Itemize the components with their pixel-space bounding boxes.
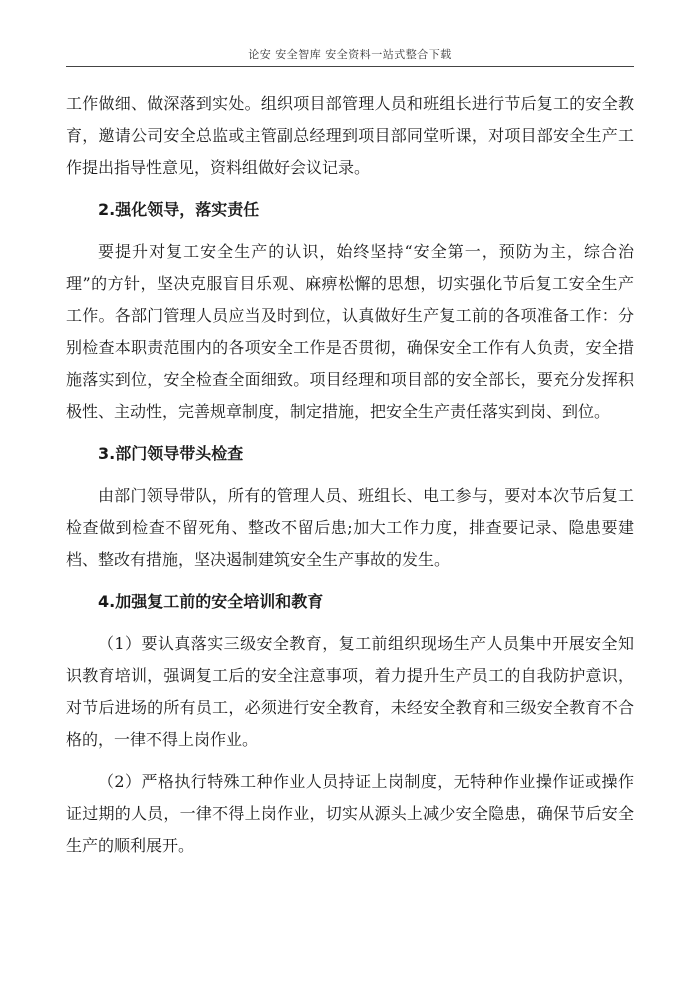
- paragraph-section-3: 由部门领导带队，所有的管理人员、班组长、电工参与，要对本次节后复工检查做到检查不留死角、整改不留后患;加大工作力度，排查要记录、隐患要建档、整改有措施，坚决遏制建筑安全生产事故的发生。: [66, 486, 634, 569]
- section-heading-3: 3.部门领导带头检查: [98, 444, 244, 463]
- paragraph-section-4-item-2: （2）严格执行特殊工种作业人员持证上岗制度，无特种作业操作证或操作证过期的人员，一律不得上岗作业，切实从源头上减少安全隐患，确保节后安全生产的顺利展开。: [66, 772, 634, 855]
- paragraph-continuation: 工作做细、做深落到实处。组织项目部管理人员和班组长进行节后复工的安全教育，邀请公司安全总监或主管副总经理到项目部同堂听课，对项目部安全生产工作提出指导性意见，资料组做好会议记录。: [66, 94, 634, 177]
- document-body: [66, 88, 634, 862]
- paragraph-section-4-item-1: （1）要认真落实三级安全教育，复工前组织现场生产人员集中开展安全知识教育培训，强调复工后的安全注意事项，着力提升生产员工的自我防护意识，对节后进场的所有员工，必须进行安全教育，未经安全教育和三级安全教育不合格的，一律不得上岗作业。: [66, 634, 634, 749]
- paragraph-section-2: 要提升对复工安全生产的认识，始终坚持“安全第一，预防为主，综合治理”的方针，坚决克服盲目乐观、麻痹松懈的思想，切实强化节后复工安全生产工作。各部门管理人员应当及时到位，认真做好生产复工前的各项准备工作：分别检查本职责范围内的各项安全工作是否贯彻，确保安全工作有人负责，安全措施落实到位，安全检查全面细致。项目经理和项目部的安全部长，要充分发挥积极性、主动性，完善规章制度，制定措施，把安全生产责任落实到岗、到位。: [66, 242, 634, 421]
- page-header: 论安 安全智库 安全资料一站式整合下载: [248, 48, 452, 61]
- section-heading-4: 4.加强复工前的安全培训和教育: [98, 592, 324, 611]
- header-divider: [66, 66, 634, 67]
- section-heading-2: 2.强化领导，落实责任: [98, 200, 260, 219]
